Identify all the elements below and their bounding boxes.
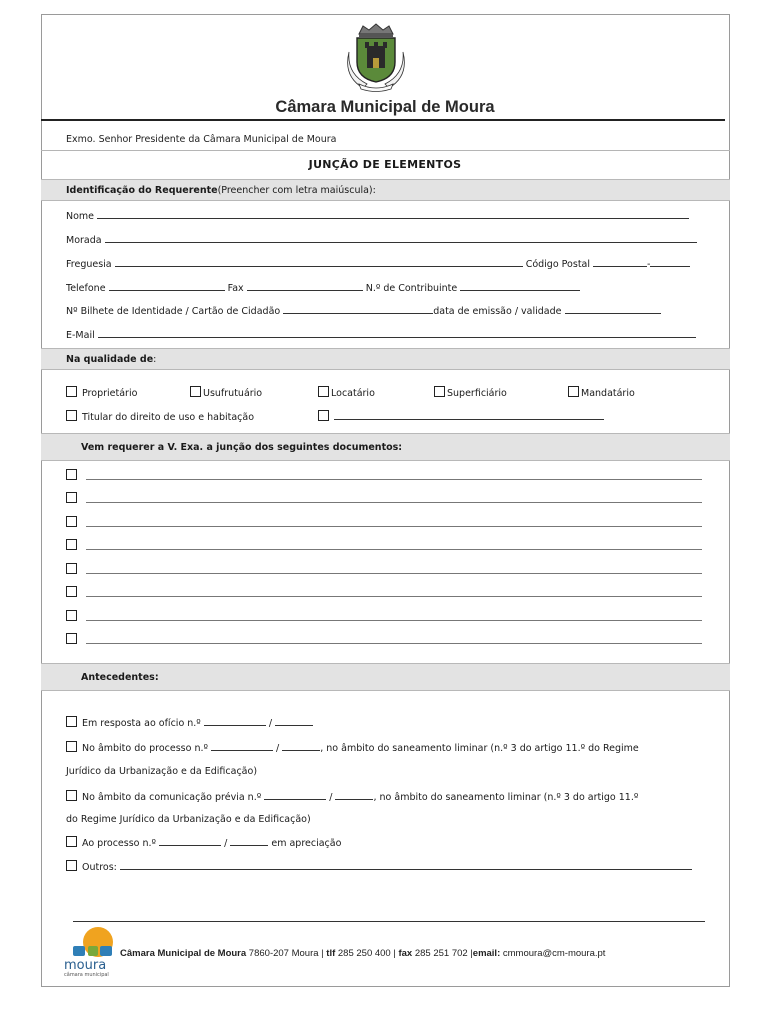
communication-number-input[interactable] [264, 791, 326, 800]
document-input-line[interactable] [86, 573, 702, 574]
footer-divider [73, 921, 705, 922]
phone-input-line[interactable] [109, 282, 225, 291]
option-other-capacity[interactable] [318, 410, 604, 423]
communication-year-input[interactable] [335, 791, 373, 800]
divider [41, 150, 730, 151]
title-divider [41, 119, 725, 121]
document-input-line[interactable] [86, 526, 702, 527]
footer-contact: Câmara Municipal de Moura 7860-207 Moura | tlf 285 250 400 | fax 285 251 702 |email: cmmoura@cm-moura.pt [120, 948, 606, 959]
antecedent-others[interactable]: Outros: [66, 860, 692, 873]
id-card-field[interactable]: Nº Bilhete de Identidade / Cartão de Cidadão data de emissão / validade [66, 305, 661, 317]
documents-section-header: Vem requerer a V. Exa. a junção dos seguintes documentos: [41, 433, 730, 461]
option-agent[interactable]: Mandatário [568, 386, 635, 399]
process-review-checkbox[interactable] [66, 836, 77, 847]
postal-code-input-1[interactable] [593, 258, 647, 267]
antecedent-process-review[interactable]: Ao processo n.º / em apreciação [66, 836, 341, 849]
surface-right-checkbox[interactable] [434, 386, 445, 397]
review-process-year-input[interactable] [230, 837, 268, 846]
option-owner[interactable]: Proprietário [66, 386, 137, 399]
option-tenant[interactable]: Locatário [318, 386, 375, 399]
tenant-checkbox[interactable] [318, 386, 329, 397]
other-capacity-input-line[interactable] [334, 411, 604, 420]
other-capacity-checkbox[interactable] [318, 410, 329, 421]
email-field[interactable]: E-Mail [66, 329, 696, 341]
municipality-title: Câmara Municipal de Moura [275, 98, 495, 116]
agent-checkbox[interactable] [568, 386, 579, 397]
postal-code-input-2[interactable] [650, 258, 690, 267]
antecedent-process-continued: Jurídico da Urbanização e da Edificação) [66, 766, 258, 777]
document-input-line[interactable] [86, 643, 702, 644]
document-row[interactable] [66, 586, 702, 598]
taxpayer-input-line[interactable] [460, 282, 580, 291]
document-row[interactable] [66, 539, 702, 551]
name-input-line[interactable] [97, 210, 689, 219]
svg-text:moura: moura [64, 958, 107, 973]
antecedent-process[interactable]: No âmbito do processo n.º / , no âmbito do saneamento liminar (n.º 3 do artigo 11.º do Regime [66, 741, 639, 754]
option-use-right[interactable]: Titular do direito de uso e habitação [66, 410, 254, 423]
identification-section-header: Identificação do Requerente (Preencher com letra maiúscula): [41, 179, 730, 201]
document-checkbox[interactable] [66, 539, 77, 550]
use-right-checkbox[interactable] [66, 410, 77, 421]
document-row[interactable] [66, 516, 702, 528]
fax-input-line[interactable] [247, 282, 363, 291]
document-checkbox[interactable] [66, 492, 77, 503]
owner-checkbox[interactable] [66, 386, 77, 397]
name-field[interactable]: Nome [66, 210, 689, 222]
document-input-line[interactable] [86, 549, 702, 550]
prior-communication-checkbox[interactable] [66, 790, 77, 801]
document-row[interactable] [66, 469, 702, 481]
usufructuary-checkbox[interactable] [190, 386, 201, 397]
office-year-input[interactable] [275, 717, 313, 726]
office-reply-checkbox[interactable] [66, 716, 77, 727]
document-input-line[interactable] [86, 502, 702, 503]
document-row[interactable] [66, 610, 702, 622]
option-usufructuary[interactable]: Usufrutuário [190, 386, 262, 399]
municipal-crest-icon [345, 22, 407, 92]
document-checkbox[interactable] [66, 469, 77, 480]
process-number-input[interactable] [211, 742, 273, 751]
svg-text:câmara municipal: câmara municipal [64, 972, 109, 978]
capacity-section-header: Na qualidade de : [41, 348, 730, 370]
document-title: JUNÇÃO DE ELEMENTOS [308, 158, 462, 171]
address-field[interactable]: Morada [66, 234, 697, 246]
email-input-line[interactable] [98, 329, 696, 338]
phone-fax-taxpayer-field[interactable]: Telefone Fax N.º de Contribuinte [66, 282, 580, 294]
document-row[interactable] [66, 492, 702, 504]
process-checkbox[interactable] [66, 741, 77, 752]
office-number-input[interactable] [204, 717, 266, 726]
document-checkbox[interactable] [66, 516, 77, 527]
moura-logo-icon [62, 926, 122, 978]
parish-postal-field[interactable]: Freguesia Código Postal - [66, 258, 690, 270]
document-input-line[interactable] [86, 620, 702, 621]
process-year-input[interactable] [282, 742, 320, 751]
document-checkbox[interactable] [66, 633, 77, 644]
document-checkbox[interactable] [66, 563, 77, 574]
document-row[interactable] [66, 633, 702, 645]
footer-email-link[interactable]: cmmoura@cm-moura.pt [500, 948, 606, 959]
addressee-line: Exmo. Senhor Presidente da Câmara Municipal de Moura [66, 134, 337, 145]
antecedent-communication-continued: do Regime Jurídico da Urbanização e da Edificação) [66, 814, 311, 825]
others-checkbox[interactable] [66, 860, 77, 871]
antecedent-prior-communication[interactable]: No âmbito da comunicação prévia n.º / , no âmbito do saneamento liminar (n.º 3 do artigo 11.º [66, 790, 638, 803]
document-input-line[interactable] [86, 479, 702, 480]
review-process-number-input[interactable] [159, 837, 221, 846]
antecedent-office-reply[interactable]: Em resposta ao ofício n.º / [66, 716, 313, 729]
document-checkbox[interactable] [66, 610, 77, 621]
document-input-line[interactable] [86, 596, 702, 597]
issue-date-input-line[interactable] [565, 305, 661, 314]
address-input-line[interactable] [105, 234, 697, 243]
document-row[interactable] [66, 563, 702, 575]
id-card-input-line[interactable] [283, 305, 433, 314]
document-checkbox[interactable] [66, 586, 77, 597]
antecedents-section-header: Antecedentes: [41, 663, 730, 691]
option-surface-right[interactable]: Superficiário [434, 386, 507, 399]
others-input-line[interactable] [120, 861, 692, 870]
parish-input-line[interactable] [115, 258, 523, 267]
